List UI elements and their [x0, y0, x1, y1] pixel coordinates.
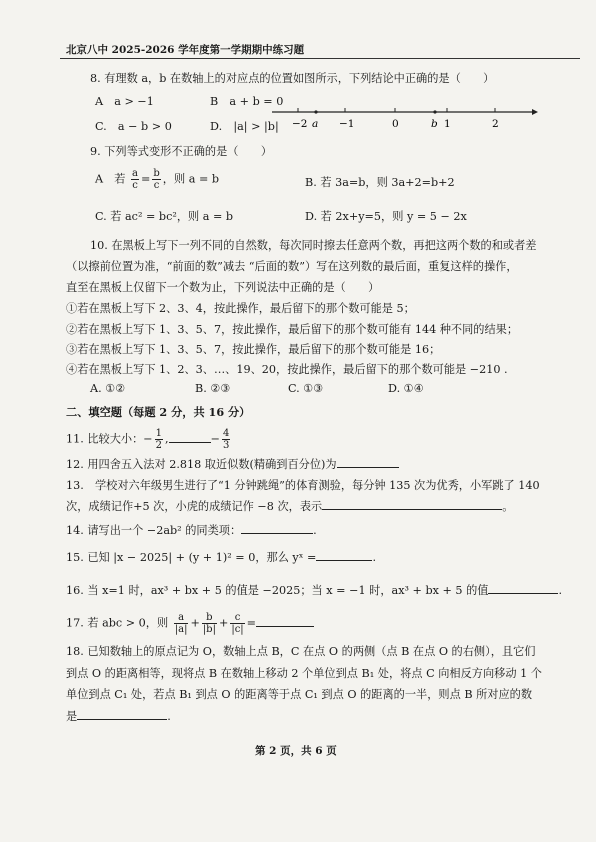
q15-end: .: [372, 551, 376, 564]
q13-line2: [66, 498, 513, 514]
q16: [66, 582, 562, 598]
page-number: 第 2 页，共 6 页: [255, 745, 337, 757]
q10-option-b: B. ②③: [195, 382, 231, 395]
q13-line1: 13. 学校对六年级男生进行了“1 分钟跳绳”的体育测验，每分钟 135 次为优秀，小军跳了 140: [66, 479, 540, 492]
label-2: 2: [492, 118, 499, 130]
q10-statement-2: ②若在黑板上写下 1、3、5、7，按此操作，最后留下的那个数可能有 144 种不同的结果；: [66, 323, 519, 336]
q11-frac2: $\frac{4}{3}$: [222, 428, 230, 451]
q17-term-b: $\frac{b}{|b|}$: [202, 612, 216, 635]
section-title-fill-in: 二、填空题（每题 2 分，共 16 分）: [66, 405, 251, 419]
label-neg2: −2: [292, 118, 308, 130]
q9-stem: 9. 下列等式变形不正确的是（ ）: [90, 145, 273, 158]
label-a: a: [312, 118, 319, 130]
q18-end: .: [167, 710, 171, 723]
header-divider: [60, 58, 580, 59]
q17-prefix: 17. 若 abc > 0，则: [66, 616, 169, 630]
q17: 17. 若 abc > 0，则 $\frac{a}{|a|}$ + $\frac{b}{|b|}$ + $\frac{c}{|c|}$ =: [66, 612, 314, 635]
q10-option-c: C. ①③: [288, 382, 324, 395]
q10-line2: （以擦前位置为准，“前面的数”减去 “后面的数”）写在这列数的最后面，重复这样的操作，: [66, 260, 518, 273]
q16-text: 16. 当 x=1 时，ax³ + bx + 5 的值是 −2025；当 x = −1 时，ax³ + bx + 5 的值: [66, 584, 489, 597]
q11-answer-blank[interactable]: [169, 432, 211, 443]
q9-option-a: A 若 $\frac{a}{c}$ = $\frac{b}{c}$ ，则 a = b: [95, 168, 220, 191]
q16-end: .: [558, 584, 563, 597]
q11-frac1: $\frac{1}{2}$: [155, 428, 163, 451]
q10-line3: 直至在黑板上仅留下一个数为止，下列说法中正确的是（ ）: [66, 281, 380, 294]
q18-line1: 18. 已知数轴上的原点记为 O，数轴上点 B，C 在点 O 的两侧（点 B 在点 O 的右侧），且它们: [66, 645, 536, 658]
q14-text: 14. 请写出一个 −2ab² 的同类项：: [66, 524, 242, 537]
q9-a-frac2: $\frac{b}{c}$: [153, 168, 160, 191]
q11-prefix: 11. 比较大小：−: [66, 432, 153, 446]
q13-end: 。: [502, 500, 514, 513]
q13-text: 次，成绩记作+5 次，小虎的成绩记作 −8 次，表示: [66, 500, 323, 513]
point-a: [314, 110, 317, 113]
q16-answer-blank[interactable]: [488, 583, 558, 594]
q10-option-a: A. ①②: [90, 382, 126, 395]
q18-line4: [66, 708, 171, 724]
q8-option-c: C. a − b > 0: [95, 120, 172, 133]
q10-line1: 10. 在黑板上写下一列不同的自然数，每次同时擦去任意两个数，再把这两个数的和或者差: [90, 239, 537, 252]
q15: [66, 549, 376, 565]
label-1: 1: [444, 118, 451, 130]
q15-answer-blank[interactable]: [316, 550, 372, 561]
q14: [66, 522, 317, 538]
q12-answer-blank[interactable]: [337, 457, 399, 468]
label-neg1: −1: [339, 118, 355, 130]
q12: [66, 456, 399, 472]
q9-a-suffix: ，则 a = b: [162, 172, 220, 186]
point-b: [433, 110, 436, 113]
q8-option-d: D. |a| > |b|: [210, 120, 279, 133]
q9-option-d: D. 若 2x+y=5，则 y = 5 − 2x: [305, 210, 467, 223]
q18-prefix: 是: [66, 710, 78, 723]
q9-a-frac1: $\frac{a}{c}$: [132, 168, 138, 191]
q8-option-b: B a + b = 0: [210, 95, 284, 108]
q14-answer-blank[interactable]: [241, 523, 313, 534]
q18-answer-blank[interactable]: [77, 709, 167, 720]
q10-statement-1: ①若在黑板上写下 2、3、4，按此操作，最后留下的那个数可能是 5；: [66, 302, 415, 315]
q12-text: 12. 用四舍五入法对 2.818 取近似数(精确到百分位)为: [66, 458, 337, 471]
q8-number-line: [270, 100, 540, 134]
q14-end: .: [313, 524, 317, 537]
q13-answer-blank[interactable]: [322, 499, 502, 510]
q9-a-prefix: A 若: [95, 172, 126, 186]
q18-line3: 单位到点 C₁ 处，若点 B₁ 到点 O 的距离等于点 C₁ 到点 O 的距离的一半，则点 B 所对应的数: [66, 688, 533, 701]
label-0: 0: [392, 118, 399, 130]
q15-text: 15. 已知 |x − 2025| + (y + 1)² = 0，那么 yˣ =: [66, 551, 317, 564]
exam-header: 北京八中 2025-2026 学年度第一学期期中练习题: [66, 44, 305, 56]
q8-option-a: A a > −1: [95, 95, 154, 108]
q11-minus: −: [210, 432, 220, 446]
q8-stem: 8. 有理数 a，b 在数轴上的对应点的位置如图所示，下列结论中正确的是（ ）: [90, 72, 495, 85]
q9-option-c: C. 若 ac² = bc²，则 a = b: [95, 210, 234, 223]
number-line-arrow: [532, 109, 538, 115]
label-b: b: [431, 118, 438, 130]
q17-term-a: $\frac{a}{|a|}$: [174, 612, 188, 635]
q17-term-c: $\frac{c}{|c|}$: [231, 612, 244, 635]
q11: 11. 比较大小：− $\frac{1}{2}$ , − $\frac{4}{3}$: [66, 428, 230, 451]
q10-statement-3: ③若在黑板上写下 1、3、5、7，按此操作，最后留下的那个数可能是 16；: [66, 343, 441, 356]
q10-option-d: D. ①④: [388, 382, 424, 395]
q17-answer-blank[interactable]: [256, 616, 314, 627]
q18-line2: 到点 O 的距离相等，现将点 B 在数轴上移动 2 个单位到点 B₁ 处，将点 C 向相反方向移动 1 个: [66, 667, 542, 680]
q9-option-b: B. 若 3a=b，则 3a+2=b+2: [305, 176, 455, 189]
q10-statement-4: ④若在黑板上写下 1、2、3、…、19、20，按此操作，最后留下的那个数可能是 −210 .: [66, 363, 508, 376]
